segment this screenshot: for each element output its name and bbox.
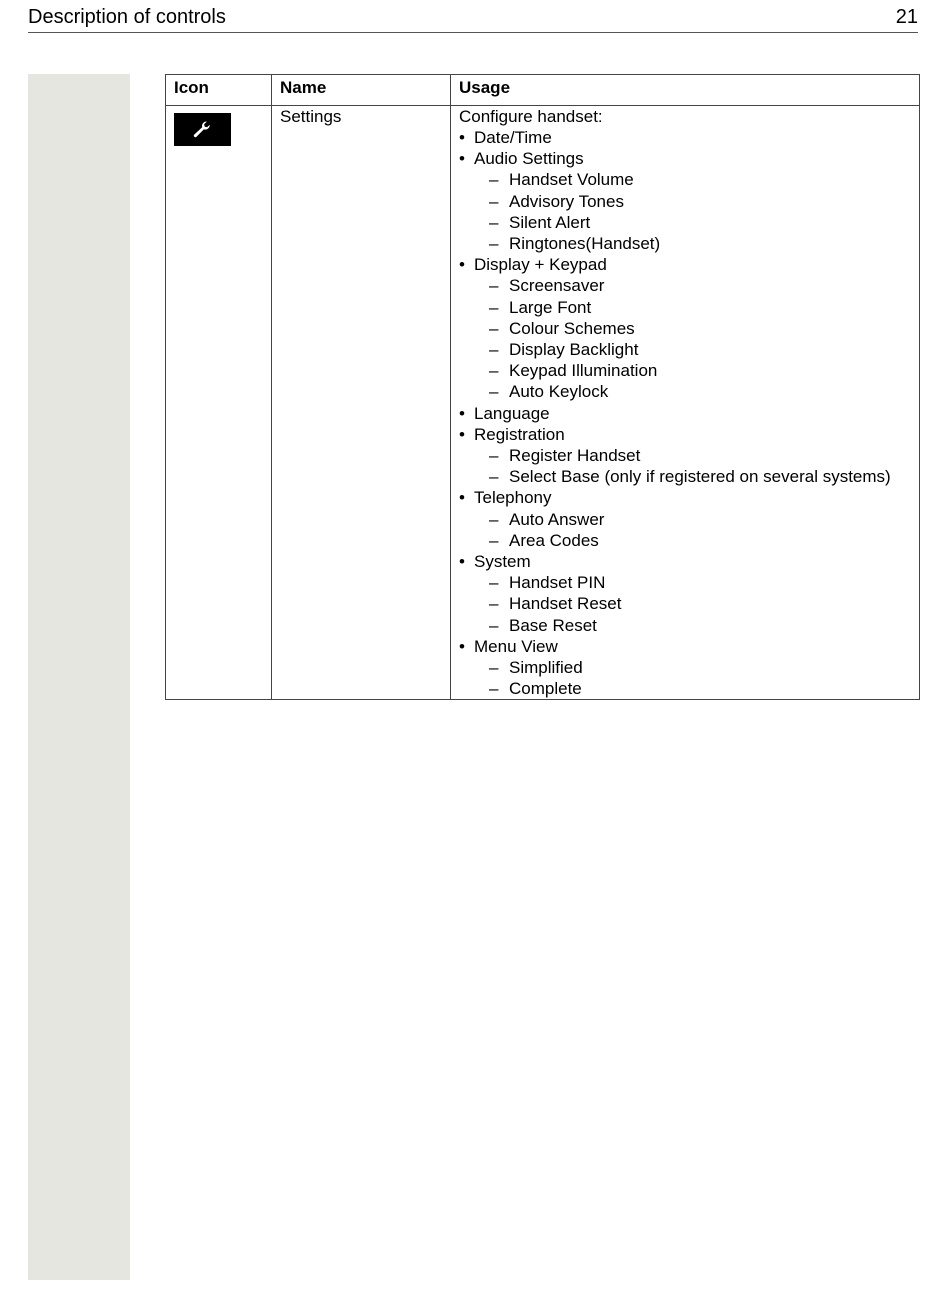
list-item [459, 127, 911, 148]
list-item [459, 636, 911, 700]
name-cell: Settings [272, 106, 451, 700]
list-item [459, 254, 911, 402]
sub-list-item: – Advisory Tones [459, 191, 911, 212]
sub-list-item: – Keypad Illumination [459, 360, 911, 381]
sub-list-item: – Auto Answer [459, 509, 911, 530]
sub-list-item: – Simplified [459, 657, 911, 678]
column-header-name: Name [272, 75, 451, 106]
sub-list-item: – Large Font [459, 297, 911, 318]
list-item [459, 148, 911, 254]
usage-list [459, 127, 911, 699]
sub-list-item: – Silent Alert [459, 212, 911, 233]
list-item-label: Date/Time [474, 128, 552, 147]
sub-list [474, 509, 911, 551]
list-item [459, 403, 911, 424]
controls-table [165, 74, 920, 700]
table-row [166, 106, 920, 700]
sub-list-item: – Handset Volume [459, 169, 911, 190]
page-number: 21 [895, 6, 918, 28]
sub-list-item: – Display Backlight [459, 339, 911, 360]
usage-intro: Configure handset: [459, 107, 603, 126]
sub-list [474, 445, 911, 487]
page-title: Description of controls [28, 6, 226, 28]
sub-list-item: – Colour Schemes [459, 318, 911, 339]
sub-list-item: – Register Handset [459, 445, 911, 466]
page-header [28, 4, 918, 33]
sub-list-item: – Handset Reset [459, 593, 911, 614]
sub-list-item: – Base Reset [459, 615, 911, 636]
list-item [459, 487, 911, 551]
list-item-label: Registration [474, 424, 565, 444]
sub-list-item: – Screensaver [459, 275, 911, 296]
sub-list-item: – Complete [459, 678, 911, 699]
sub-list-item: – Select Base (only if registered on several systems) [459, 466, 911, 487]
sub-list-item: – Area Codes [459, 530, 911, 551]
list-item-label: Display + Keypad [474, 255, 607, 275]
table-header-row [166, 75, 920, 106]
wrench-icon [174, 113, 231, 146]
sub-list [474, 169, 911, 254]
side-margin-bar [28, 74, 130, 1280]
icon-cell [166, 106, 272, 700]
sub-list [474, 572, 911, 636]
usage-cell [451, 106, 920, 700]
column-header-usage: Usage [451, 75, 920, 106]
list-item [459, 551, 911, 636]
column-header-icon: Icon [166, 75, 272, 106]
list-item-label: System [474, 552, 531, 572]
list-item-label: Telephony [474, 488, 552, 508]
sub-list [474, 275, 911, 402]
sub-list-item: – Handset PIN [459, 572, 911, 593]
list-item-label: Language [474, 403, 550, 423]
list-item-label: Menu View [474, 636, 558, 656]
list-item-label: Audio Settings [474, 149, 584, 169]
list-item [459, 424, 911, 488]
sub-list-item: – Auto Keylock [459, 381, 911, 402]
sub-list-item: – Ringtones(Handset) [459, 233, 911, 254]
sub-list [474, 657, 911, 699]
